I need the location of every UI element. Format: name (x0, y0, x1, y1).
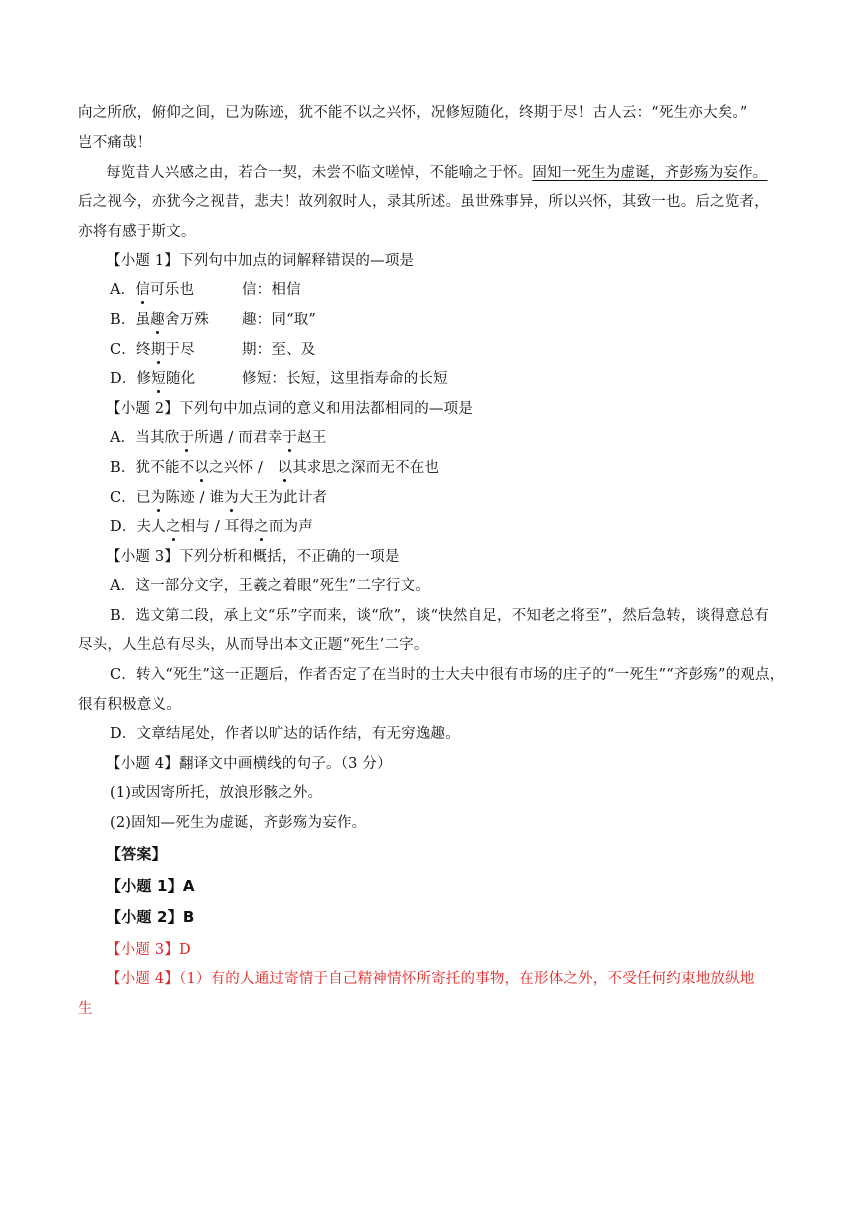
option-text: 可乐也 (150, 282, 195, 298)
option-text: 于尽 (165, 342, 195, 358)
option-text: 赵王 (297, 430, 327, 446)
q2-option-d (110, 517, 820, 537)
option-text: 随化 (165, 371, 196, 387)
option-text: 大王为此计者 (238, 490, 328, 506)
dotted-word: 为 (150, 490, 166, 506)
q1-option-d-explanation: 修短：长短，这里指寿命的长短 (242, 371, 448, 387)
answer-3: 【小题 3】D (106, 942, 191, 958)
option-text: 陈迹 / 谁 (165, 490, 225, 506)
dotted-word: 之 (165, 519, 181, 535)
q3-option-b-cont: 尽头，人生总有尽头，从而导出本文正题“死生’二字。 (78, 637, 429, 653)
q2-option-c (110, 488, 820, 508)
passage-line: 向之所欣，俯仰之间，已为陈迹，犹不能不以之兴怀，况修短随化，终期于尽！古人云：“死生亦大矣。” (78, 105, 748, 121)
option-text: 之兴怀 / (209, 460, 278, 476)
q3-option-a: A．这一部分文字，王羲之着眼“死生”二字行文。 (110, 578, 430, 594)
q3-option-c-cont: 很有积极意义。 (78, 697, 181, 713)
q4-sentence-2: (2)固知—死生为虚诞，齐彭殇为妄作。 (110, 815, 367, 831)
option-text: B．犹不能不 (110, 460, 195, 476)
option-text: D．夫人 (110, 519, 166, 535)
q2-option-a (110, 428, 820, 448)
passage-text: 每览昔人兴感之由，若合一契，未尝不临文嗟悼，不能喻之于怀。 (106, 165, 533, 181)
q1-option-b-explanation: 趣：同“取” (242, 312, 317, 328)
q2-option-b (110, 458, 820, 478)
option-label: B．虽 (110, 312, 151, 328)
answer-heading: 【答案】 (106, 845, 167, 863)
dotted-word: 趣 (150, 312, 165, 328)
dotted-word: 之 (254, 519, 269, 535)
option-text: 相与 / 耳得 (180, 519, 255, 535)
dotted-word: 信 (135, 282, 151, 298)
answer-4-cont: 生 (78, 1001, 93, 1017)
answer-1: 【小题 1】A (106, 877, 195, 895)
option-label: C．终 (110, 342, 151, 358)
dotted-word: 以 (277, 460, 293, 476)
dotted-word: 短 (151, 371, 166, 387)
q1-option-c-explanation: 期：至、及 (242, 342, 316, 358)
passage-line: 岂不痛哉！ (78, 135, 152, 151)
question-4-stem: 【小题 4】翻译文中画横线的句子。（3 分） (106, 756, 392, 772)
option-label: D．修 (110, 371, 152, 387)
option-text: A．当其欣 (110, 430, 180, 446)
question-1-stem: 【小题 1】下列句中加点的词解释错误的—项是 (106, 253, 415, 269)
q3-option-b: B．选文第二段，承上文“乐”字而来，谈“欣”，谈“快然自足，不知老之将至”，然后急转，谈得意总有 (110, 608, 770, 624)
q4-sentence-1: (1)或因寄所托，放浪形骸之外。 (110, 785, 323, 801)
dotted-word: 为 (224, 490, 239, 506)
answer-2: 【小题 2】B (106, 908, 195, 926)
underlined-sentence: 固知一死生为虚诞，齐彭殇为妄作。 (532, 165, 768, 181)
question-3-stem: 【小题 3】下列分析和概括，不正确的一项是 (106, 549, 400, 565)
q3-option-d: D．文章结尾处，作者以旷达的话作结，有无穷逸趣。 (110, 726, 460, 742)
answer-4: 【小题 4】（1）有的人通过寄情于自己精神情怀所寄托的事物，在形体之外，不受任何约束地放纵地 (106, 971, 755, 987)
passage-line (106, 163, 816, 183)
passage-line: 亦将有感于斯文。 (78, 224, 196, 240)
option-text: C．已 (110, 490, 151, 506)
option-text: 舍万殊 (164, 312, 210, 328)
dotted-word: 于 (282, 430, 298, 446)
question-2-stem: 【小题 2】下列句中加点词的意义和用法都相同的—项是 (106, 401, 474, 417)
q3-option-c: C．转入“死生”这一正题后，作者否定了在当时的士大夫中很有市场的庄子的“一死生”“齐彭殇”的观点， (110, 667, 785, 683)
passage-line: 后之视今，亦犹今之视昔，悲夫！故列叙时人，录其所述。虽世殊事异，所以兴怀，其致一也。后之览者， (78, 194, 769, 210)
option-text: 其求思之深而无不在也 (292, 460, 440, 476)
dotted-word: 以 (194, 460, 210, 476)
dotted-word: 于 (179, 430, 195, 446)
option-label: A． (110, 282, 136, 298)
q1-option-a-explanation: 信：相信 (242, 282, 301, 298)
option-text: 所遇 / 而君幸 (194, 430, 283, 446)
option-text: 而为声 (268, 519, 313, 535)
dotted-word: 期 (150, 342, 166, 358)
